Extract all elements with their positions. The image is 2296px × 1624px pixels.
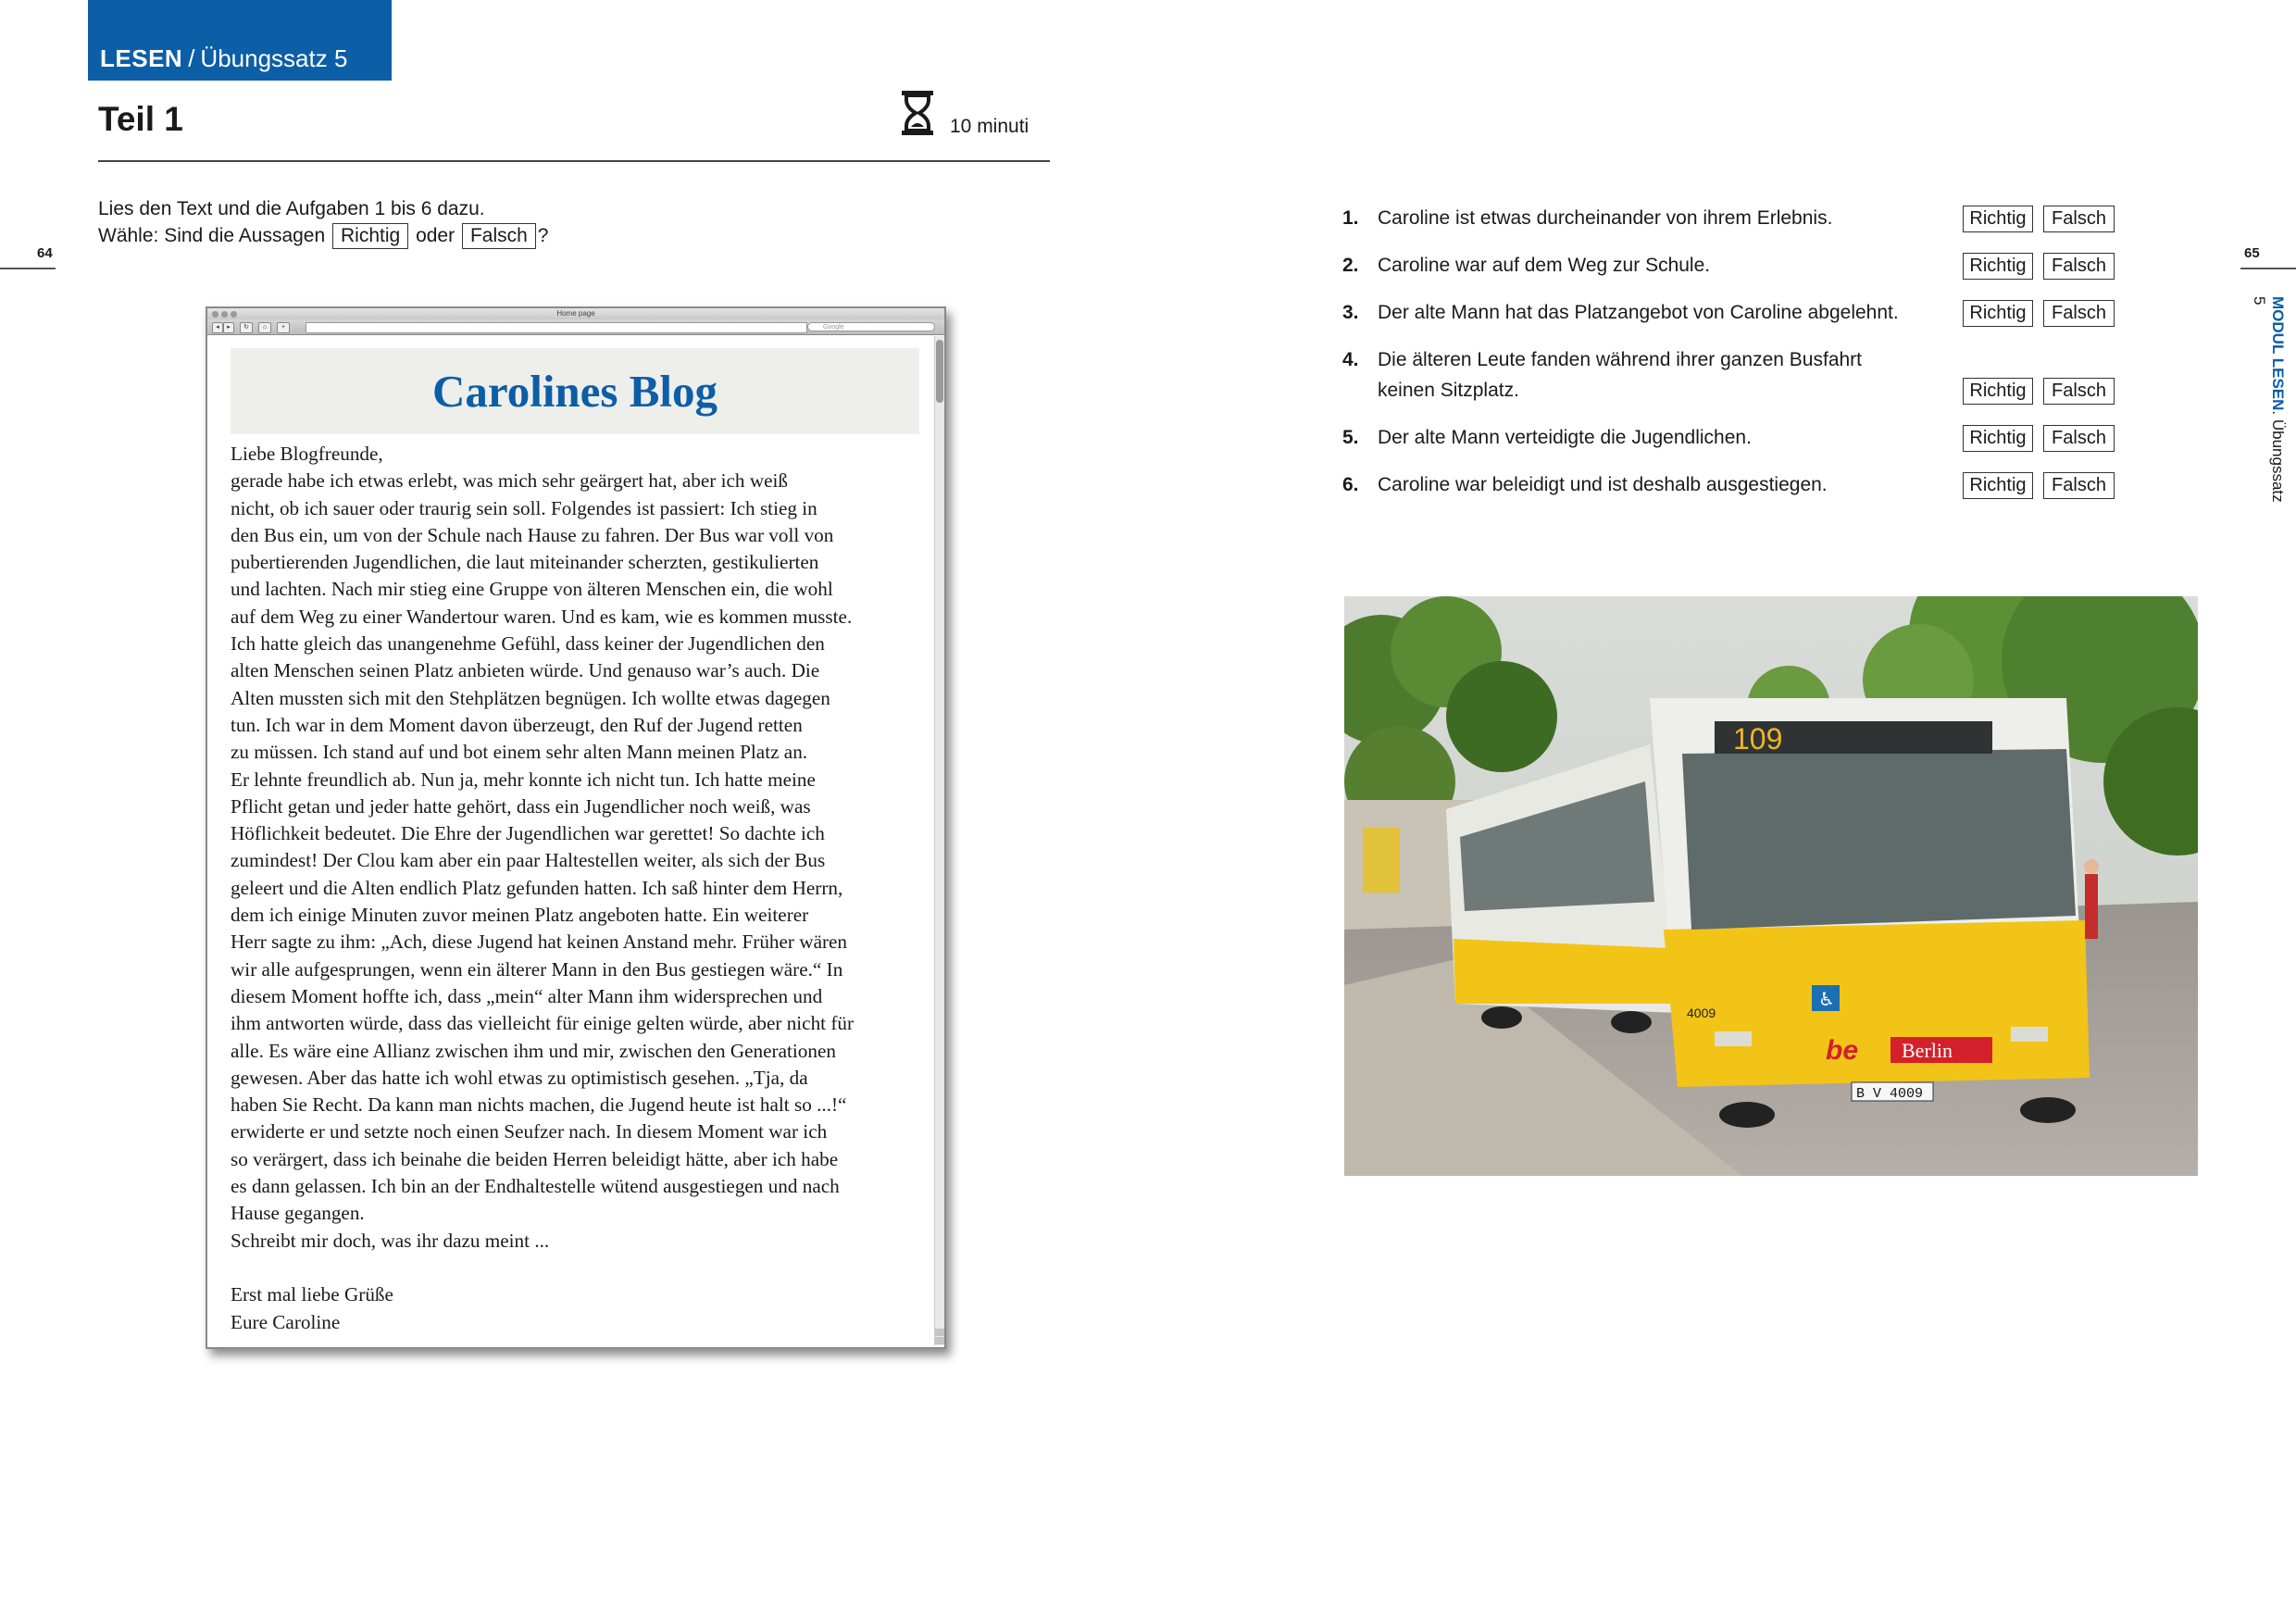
falsch-option[interactable]: Falsch <box>2043 206 2115 232</box>
richtig-option[interactable]: Richtig <box>1963 378 2033 405</box>
brand-berlin: Berlin <box>1902 1039 1953 1062</box>
add-bookmark-icon[interactable]: + <box>277 322 290 333</box>
blog-line: auf dem Weg zu einer Wandertour waren. Und es kam, wie es kommen musste. <box>231 605 853 628</box>
blog-line: nicht, ob ich sauer oder traurig sein soll. Folgendes ist passiert: Ich stieg in <box>231 496 817 519</box>
page-number-left: 64 <box>37 245 53 261</box>
home-icon[interactable]: ⌂ <box>258 322 271 333</box>
question-item <box>1342 203 1832 233</box>
blog-line: Schreibt mir doch, was ihr dazu meint ... <box>231 1229 550 1252</box>
blog-line: alle. Es wäre eine Allianz zwischen ihm und mir, zwischen den Generationen <box>231 1039 836 1062</box>
blog-line: Alten mussten sich mit den Stehplätzen begnügen. Ich wollte etwas dagegen <box>231 686 830 709</box>
blog-line: Pflicht getan und jeder hatte gehört, dass ein Jugendlicher noch weiß, was <box>231 794 811 818</box>
question-number: 4. <box>1342 349 1359 370</box>
exercise-set-label: Übungssatz 5 <box>200 44 348 72</box>
scrollbar-thumb[interactable] <box>936 340 943 403</box>
browser-title: Home page <box>556 309 595 318</box>
falsch-option[interactable]: Falsch <box>2043 253 2115 280</box>
blog-line: so verärgert, dass ich beinahe die beiden Herren beleidigt hätte, aber ich habe <box>231 1147 839 1170</box>
falsch-label-box: Falsch <box>462 223 536 249</box>
blog-line: Höflichkeit bedeutet. Die Ehre der Jugendlichen war gerettet! So dachte ich <box>231 822 825 845</box>
question-number: 3. <box>1342 302 1359 323</box>
blog-line: den Bus ein, um von der Schule nach Hause zu fahren. Der Bus war voll von <box>231 523 834 546</box>
blog-line: diesem Moment hoffte ich, dass „mein“ alter Mann ihm widersprechen und <box>231 984 823 1007</box>
blog-line: dem ich einige Minuten zuvor meinen Platz angeboten hatte. Ein weiterer <box>231 904 809 927</box>
reload-icon[interactable]: ↻ <box>240 322 253 333</box>
bus-route-number: 109 <box>1733 722 1783 756</box>
blog-line: geleert und die Alten endlich Platz gefunden hatten. Ich saß hinter dem Herrn, <box>231 876 843 899</box>
blog-line: zu müssen. Ich stand auf und bot einem sehr alten Mann meinen Platz an. <box>231 741 808 764</box>
section-label: LESEN <box>100 44 183 72</box>
question-text: Caroline ist etwas durcheinander von ihrem Erlebnis. <box>1378 207 1833 229</box>
question-item <box>1342 469 1828 500</box>
section-separator: / <box>188 44 195 72</box>
question-item <box>1342 422 1752 453</box>
blog-line: Hause gegangen. <box>231 1202 365 1225</box>
blog-line: wir alle aufgesprungen, wenn ein älterer Mann in den Bus gestiegen wäre.“ In <box>231 957 843 981</box>
blog-line: zumindest! Der Clou kam aber ein paar Haltestellen weiter, als sich der Bus <box>231 849 826 872</box>
instruction-suffix: ? <box>537 225 549 246</box>
scrollbar[interactable] <box>934 336 944 1345</box>
page-number-rule-left <box>0 268 56 269</box>
question-text-continued: keinen Sitzplatz. <box>1378 380 1519 401</box>
blog-line: erwiderte er und setzte noch einen Seufzer nach. In diesem Moment war ich <box>231 1120 828 1143</box>
richtig-option[interactable]: Richtig <box>1963 300 2033 327</box>
browser-titlebar <box>207 308 944 319</box>
instruction-oder: oder <box>416 225 455 246</box>
blog-line: Er lehnte freundlich ab. Nun ja, mehr konnte ich nicht tun. Ich hatte meine <box>231 768 816 791</box>
question-number: 5. <box>1342 427 1359 448</box>
blog-line: Liebe Blogfreunde, <box>231 443 383 465</box>
section-tab <box>88 0 392 81</box>
question-item <box>1342 297 1899 328</box>
question-text: Die älteren Leute fanden während ihrer ganzen Busfahrt <box>1378 349 1863 370</box>
blog-line: gerade habe ich etwas erlebt, was mich sehr geärgert hat, aber ich weiß <box>231 469 789 493</box>
time-limit: 10 minuti <box>950 116 1029 137</box>
part-title: Teil 1 <box>98 100 183 138</box>
falsch-option[interactable]: Falsch <box>2043 425 2115 452</box>
richtig-option[interactable]: Richtig <box>1963 472 2033 499</box>
richtig-option[interactable]: Richtig <box>1963 253 2033 280</box>
blog-line: Erst mal liebe Grüße <box>231 1283 393 1306</box>
blog-line: und lachten. Nach mir stieg eine Gruppe von älteren Menschen ein, die wohl <box>231 578 833 601</box>
page-number-rule-right <box>2240 268 2296 269</box>
url-field[interactable] <box>306 322 807 333</box>
module-label: MODUL LESEN <box>2269 296 2287 411</box>
browser-toolbar <box>207 319 944 335</box>
back-icon[interactable]: ◂ <box>212 322 223 333</box>
instruction-line-1: Lies den Text und die Aufgaben 1 bis 6 dazu. <box>98 198 485 219</box>
scroll-up-icon[interactable] <box>935 1329 944 1336</box>
question-text: Caroline war auf dem Weg zur Schule. <box>1378 255 1711 276</box>
richtig-option[interactable]: Richtig <box>1963 206 2033 232</box>
blog-line: alten Menschen seinen Platz anbieten würde. Und genauso war’s auch. Die <box>231 659 820 682</box>
question-text: Der alte Mann verteidigte die Jugendlichen. <box>1378 427 1752 448</box>
blog-line: Eure Caroline <box>231 1310 341 1333</box>
falsch-option[interactable]: Falsch <box>2043 378 2115 405</box>
browser-window <box>206 306 946 1349</box>
page-number-right: 65 <box>2244 245 2260 261</box>
search-field[interactable]: Google <box>807 322 935 331</box>
blog-line: tun. Ich war in dem Moment davon überzeugt, den Ruf der Jugend retten <box>231 713 803 736</box>
blog-line: gewesen. Aber das hatte ich wohl etwas zu optimistisch gesehen. „Tja, da <box>231 1066 808 1089</box>
hourglass-icon <box>898 89 937 137</box>
richtig-label-box: Richtig <box>332 223 408 249</box>
falsch-option[interactable]: Falsch <box>2043 472 2115 499</box>
blog-line: haben Sie Recht. Da kann man nichts machen, die Jugend heute ist halt so ...!“ <box>231 1093 847 1117</box>
question-number: 6. <box>1342 474 1359 495</box>
blog-line: Ich hatte gleich das unangenehme Gefühl, dass keiner der Jugendlichen den <box>231 632 825 656</box>
module-set-label: . Übungssatz 5 <box>2251 296 2287 503</box>
blog-title: Carolines Blog <box>231 348 919 434</box>
question-item <box>1342 344 1862 406</box>
blog-line: es dann gelassen. Ich bin an der Endhaltestelle wütend ausgestiegen und nach <box>231 1175 840 1198</box>
bus-fleet-number: 4009 <box>1687 1006 1716 1020</box>
blog-post-text <box>231 441 927 1336</box>
blog-line <box>231 1255 927 1281</box>
question-text: Der alte Mann hat das Platzangebot von Caroline abgelehnt. <box>1378 302 1899 323</box>
wheelchair-icon: ♿ <box>1818 988 1835 1010</box>
instruction-line-2 <box>98 222 548 250</box>
forward-icon[interactable]: ▸ <box>223 322 234 333</box>
question-number: 2. <box>1342 255 1359 276</box>
question-number: 1. <box>1342 207 1359 229</box>
question-item <box>1342 250 1710 281</box>
instruction-prefix: Wähle: Sind die Aussagen <box>98 225 326 246</box>
module-side-label <box>2233 296 2287 509</box>
scroll-down-icon[interactable] <box>935 1337 944 1344</box>
brand-be: be <box>1826 1035 1859 1066</box>
question-text: Caroline war beleidigt und ist deshalb ausgestiegen. <box>1378 474 1828 495</box>
bus-photo <box>1344 596 2198 1176</box>
blog-line: Herr sagte zu ihm: „Ach, diese Jugend hat keinen Anstand mehr. Früher wären <box>231 931 848 954</box>
blog-line: ihm antworten würde, dass das vielleicht für einige gelten würde, aber nicht für <box>231 1012 855 1035</box>
falsch-option[interactable]: Falsch <box>2043 300 2115 327</box>
header-rule <box>98 160 1050 162</box>
blog-line: pubertierenden Jugendlichen, die laut miteinander scherzten, gestikulierten <box>231 551 819 574</box>
richtig-option[interactable]: Richtig <box>1963 425 2033 452</box>
license-plate: B V 4009 <box>1856 1086 1924 1102</box>
